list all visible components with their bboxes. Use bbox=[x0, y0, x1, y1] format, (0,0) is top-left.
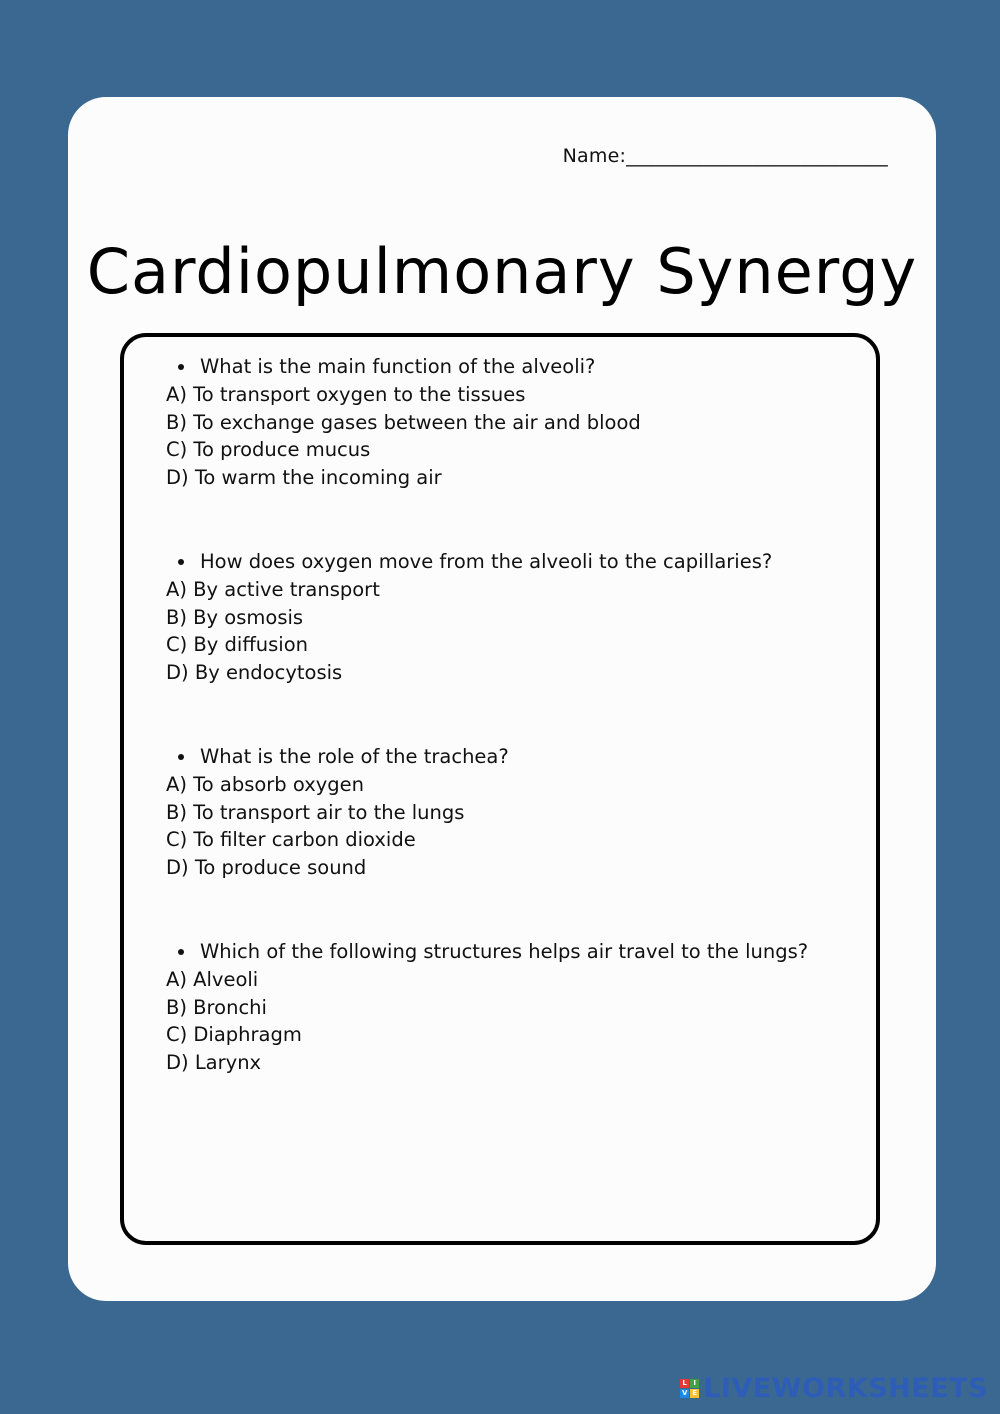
answer-option[interactable]: A) By active transport bbox=[166, 577, 380, 601]
liveworksheets-icon bbox=[680, 1379, 699, 1398]
question-text: Which of the following structures helps air travel to the lungs? bbox=[166, 938, 816, 966]
quiz-box bbox=[120, 333, 880, 1245]
logo-letter-v: V bbox=[681, 1389, 688, 1397]
logo-letter-e: E bbox=[690, 1389, 699, 1398]
answer-option[interactable]: D) To produce sound bbox=[166, 856, 367, 880]
brand-name: LIVEWORKSHEETS bbox=[703, 1373, 988, 1404]
answer-option[interactable]: A) To absorb oxygen bbox=[166, 772, 365, 796]
answer-option[interactable]: B) To exchange gases between the air and blood bbox=[166, 410, 641, 434]
liveworksheets-logo bbox=[680, 1373, 988, 1404]
answer-option[interactable]: C) By diffusion bbox=[166, 633, 308, 657]
answer-option[interactable]: D) By endocytosis bbox=[166, 661, 343, 685]
logo-letter-l: L bbox=[680, 1379, 689, 1388]
answer-option[interactable]: D) To warm the incoming air bbox=[166, 466, 442, 490]
page-title: Cardiopulmonary Synergy bbox=[86, 234, 918, 308]
question-1 bbox=[166, 353, 816, 492]
question-text: How does oxygen move from the alveoli to the capillaries? bbox=[166, 548, 816, 576]
question-3 bbox=[166, 743, 816, 882]
answer-option[interactable]: B) By osmosis bbox=[166, 605, 304, 629]
answer-option[interactable]: B) Bronchi bbox=[166, 995, 267, 1019]
name-field[interactable]: Name:___________________________ bbox=[562, 145, 888, 167]
question-list bbox=[166, 353, 816, 1133]
answer-option[interactable]: C) To produce mucus bbox=[166, 438, 371, 462]
question-text: What is the role of the trachea? bbox=[166, 743, 816, 771]
answer-option[interactable]: A) To transport oxygen to the tissues bbox=[166, 382, 526, 406]
question-text: What is the main function of the alveoli? bbox=[166, 353, 816, 381]
worksheet-page bbox=[68, 97, 936, 1301]
answer-option[interactable]: A) Alveoli bbox=[166, 967, 259, 991]
answer-option[interactable]: C) Diaphragm bbox=[166, 1023, 302, 1047]
logo-letter-i: I bbox=[690, 1379, 699, 1388]
question-2 bbox=[166, 548, 816, 687]
question-4 bbox=[166, 938, 816, 1077]
answer-option[interactable]: C) To filter carbon dioxide bbox=[166, 828, 416, 852]
answer-option[interactable]: D) Larynx bbox=[166, 1051, 262, 1075]
answer-option[interactable]: B) To transport air to the lungs bbox=[166, 800, 465, 824]
